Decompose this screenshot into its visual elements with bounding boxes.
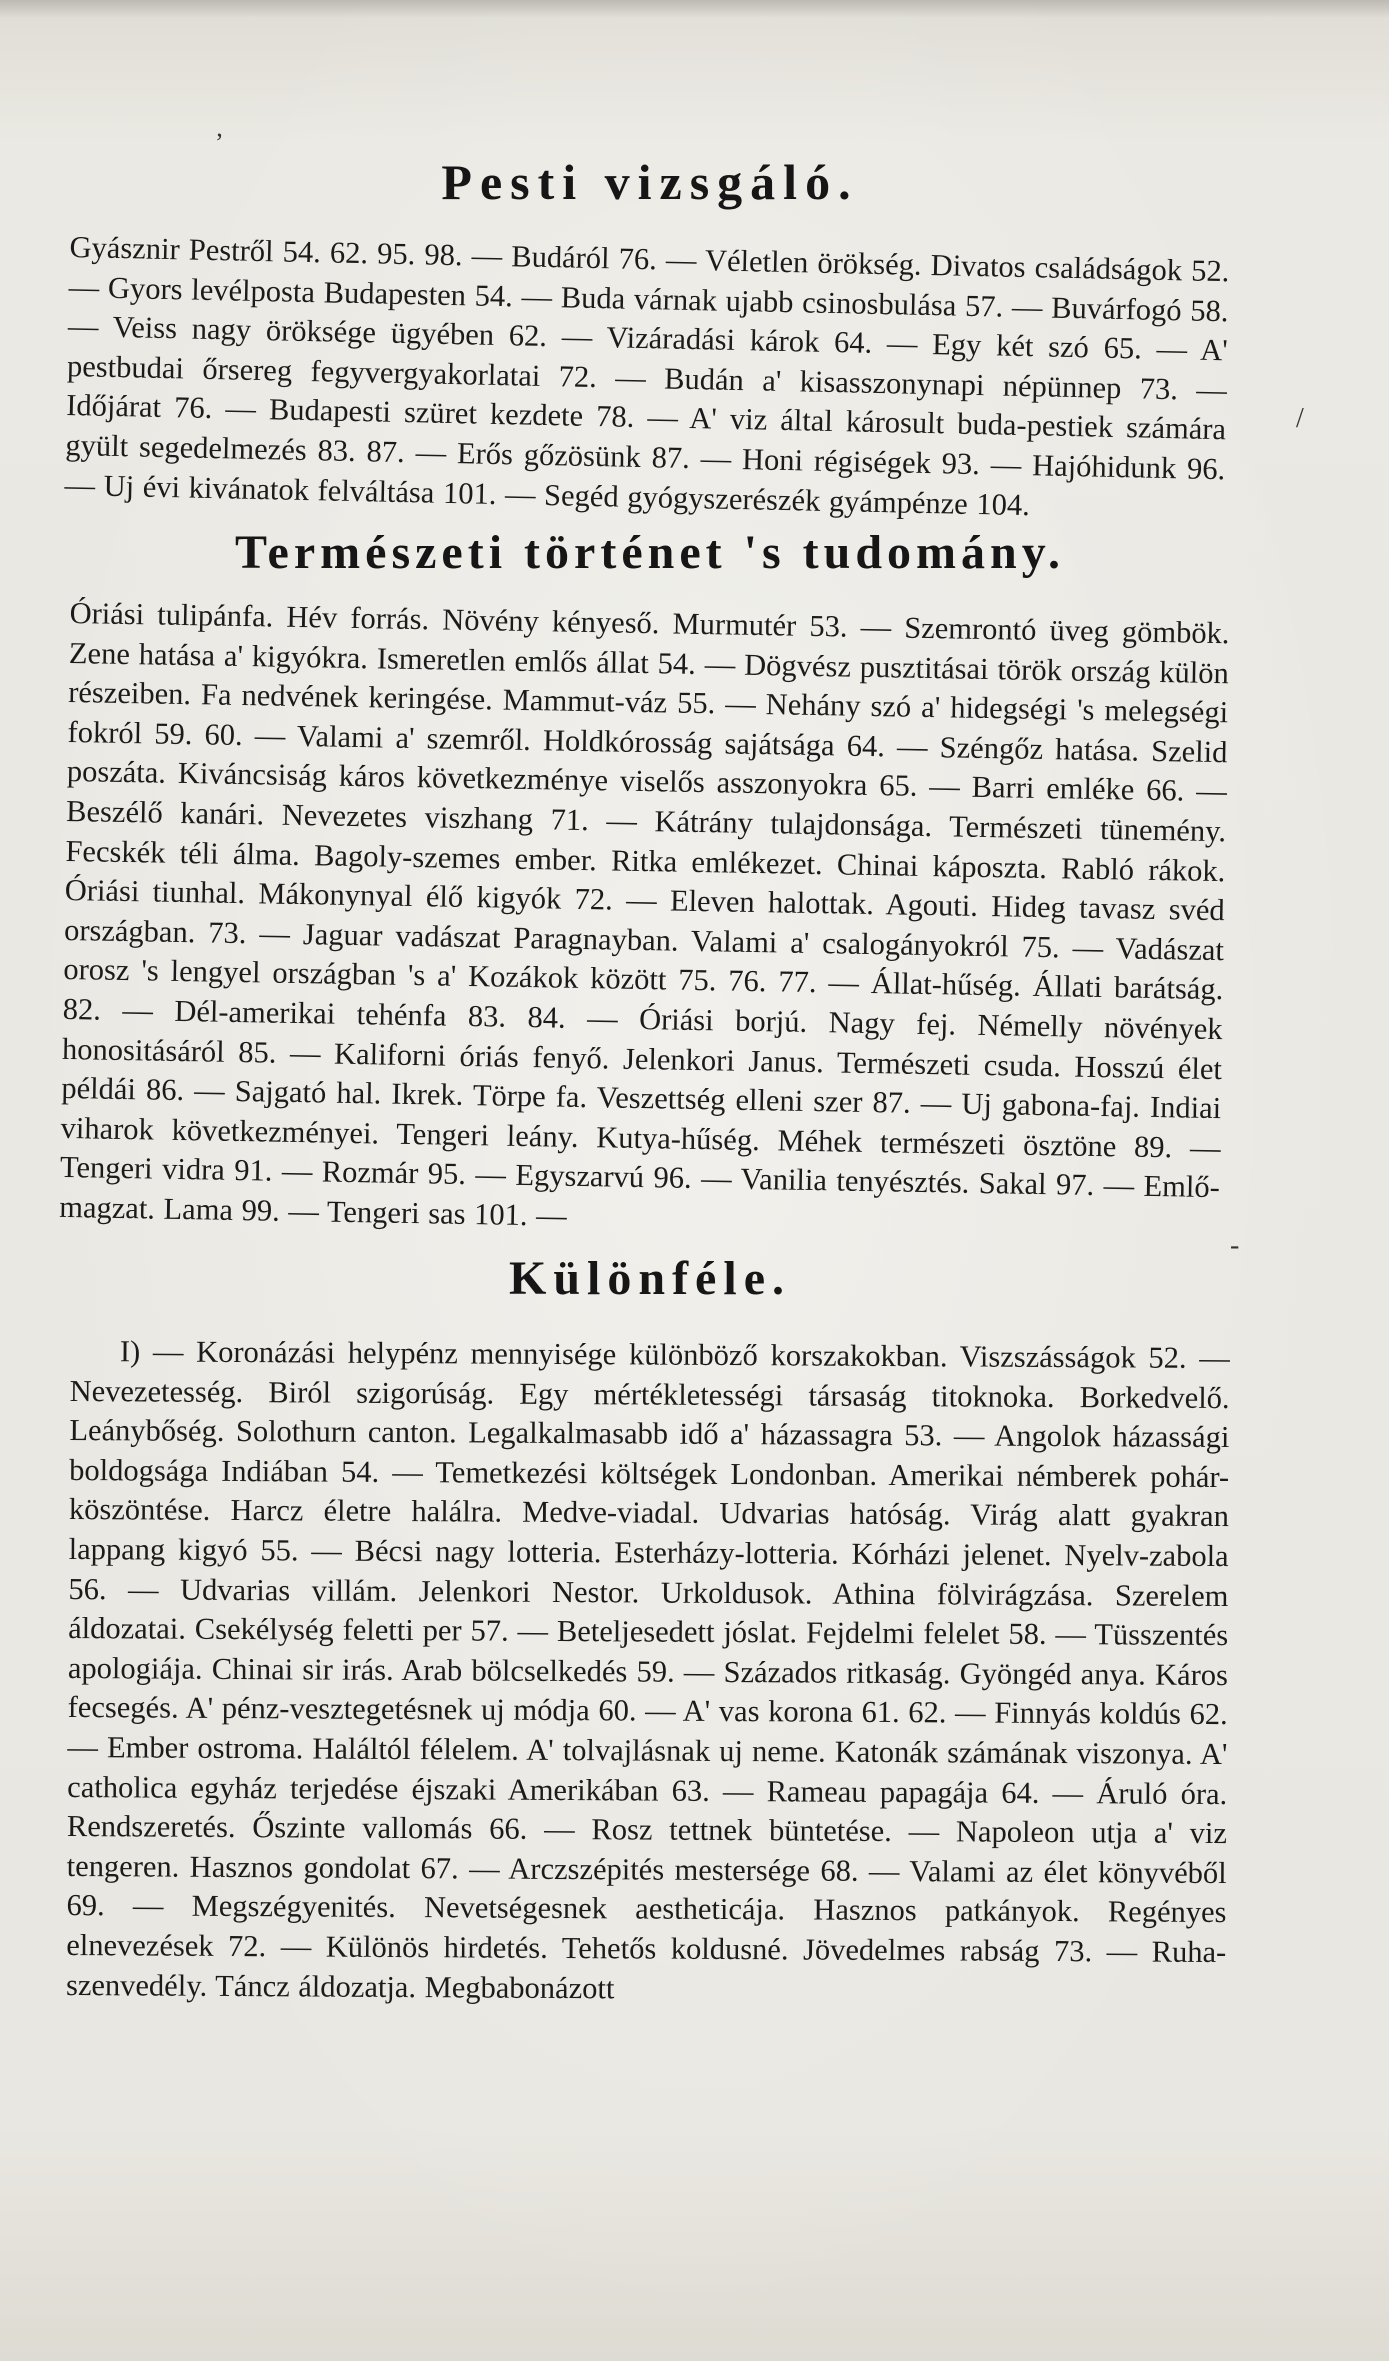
- section-body-pesti-vizsgalo: Gyásznir Pestről 54. 62. 95. 98. — Budáról 76. — Véletlen örökség. Divatos családságok 52. — Gyors levélposta Budapesten 54. — Buda várnak ujabb csinosbulása 57. — Buvárfogó 58. — Veiss nagy öröksége ügyében 62. — Vizáradási károk 64. — Egy két szó 65. — A' pestbudai őrsereg fegyvergyakorlatai 72. — Budán a' kisasszonynapi népünnep 73. — Időjárat 76. — Budapesti szüret kezdete 78. — A' viz által károsult buda-pestiek számára gyült segedelmezés 83. 87. — Erős gőzösünk 87. — Honi régiségek 93. — Hajóhidunk 96. — Uj évi kivánatok felváltása 101. — Segéd gyógyszerészék gyámpénze 104.: [64, 229, 1230, 522]
- page-top-edge: [0, 0, 1389, 18]
- margin-mark: /: [1296, 403, 1304, 434]
- section-heading-pesti-vizsgalo: Pesti vizsgáló.: [441, 154, 859, 210]
- margin-mark: -: [1230, 1230, 1240, 1261]
- section-heading-kulonfele: Különféle.: [509, 1252, 791, 1306]
- ink-speck: ’: [215, 128, 224, 157]
- section-body-termeszeti-tortenet: Óriási tulipánfa. Hév forrás. Növény kényeső. Murmutér 53. — Szemrontó üveg gömbök. Zene hatása a' kigyókra. Ismeretlen emlős állat 54. — Dögvész pusztitásai török ország külön részeiben. Fa nedvének keringése. Mammut-váz 55. — Nehány szó a' hidegségi 's melegségi fokról 59. 60. — Valami a' szemről. Holdkórosság sajátsága 64. — Széngőz hatása. Szelid poszáta. Kiváncsiság káros következménye viselős asszonyokra 65. — Barri emléke 66. — Beszélő kanári. Nevezetes viszhang 71. — Kátrány tulajdonsága. Természeti tünemény. Fecskék téli álma. Bagoly-szemes ember. Ritka emlékezet. Chinai káposzta. Rabló rákok. Óriási tiunhal. Mákonynyal élő kigyók 72. — Eleven halottak. Agouti. Hideg tavasz svéd országban. 73. — Jaguar vadászat Paragnayban. Valami a' csalogányokról 75. — Vadászat orosz 's lengyel országban 's a' Kozákok között 75. 76. 77. — Állat-hűség. Állati barátság. 82. — Dél-amerikai tehénfa 83. 84. — Óriási borjú. Nagy fej. Némelly növények honositásáról 85. — Kaliforni óriás fenyő. Jelenkori Janus. Természeti csuda. Hosszú élet példái 86. — Sajgató hal. Ikrek. Törpe fa. Veszettség elleni szer 87. — Uj gabona-faj. Indiai viharok következményei. Tengeri leány. Kutya-hűség. Méhek természeti ösztöne 89. — Tengeri vidra 91. — Rozmár 95. — Egyszarvú 96. — Vanilia tenyésztés. Sakal 97. — Emlő-magzat. Lama 99. — Tengeri sas 101. —: [59, 595, 1230, 1233]
- page-content: [59, 154, 1230, 2006]
- section-heading-termeszeti-tortenet: Természeti történet 's tudomány.: [234, 526, 1066, 580]
- section-body-kulonfele: I) — Koronázási helypénz mennyisége különböző korszakokban. Viszszásságok 52. — Nevezetesség. Biról szigorúság. Egy mértékletességi társaság titoknoka. Borkedvelő. Leánybőség. Solothurn canton. Legalkalmasabb idő a' házassagra 53. — Angolok házassági boldogsága Indiában 54. — Temetkezési költségek Londonban. Amerikai némberek pohár-köszöntése. Harcz életre halálra. Medve-viadal. Udvarias hatóság. Virág alatt gyakran lappang kigyó 55. — Bécsi nagy lotteria. Esterházy-lotteria. Kórházi jelenet. Nyelv-zabola 56. — Udvarias villám. Jelenkori Nestor. Urkoldusok. Athina fölvirágzása. Szerelem áldozatai. Csekélység feletti per 57. — Beteljesedett jóslat. Fejdelmi felelet 58. — Tüsszentés apologiája. Chinai sir irás. Arab bölcselkedés 59. — Százados ritkaság. Gyöngéd anya. Káros fecsegés. A' pénz-vesztegetésnek uj módja 60. — A' vas korona 61. 62. — Finnyás koldús 62. — Ember ostroma. Haláltól félelem. A' tolvajlásnak uj neme. Katonák számának viszonya. A' catholica egyház terjedése éjszaki Amerikában 63. — Rameau papagája 64. — Áruló óra. Rendszeretés. Őszinte vallomás 66. — Rosz tettnek büntetése. — Napoleon utja a' viz tengeren. Hasznos gondolat 67. — Arczszépités mestersége 68. — Valami az élet könyvéből 69. — Megszégyenités. Nevetségesnek aestheticája. Hasznos patkányok. Regényes elnevezések 72. — Különös hirdetés. Tehetős koldusné. Jövedelmes rabság 73. — Ruha-szenvedély. Táncz áldozatja. Megbabonázott: [65, 1334, 1230, 2006]
